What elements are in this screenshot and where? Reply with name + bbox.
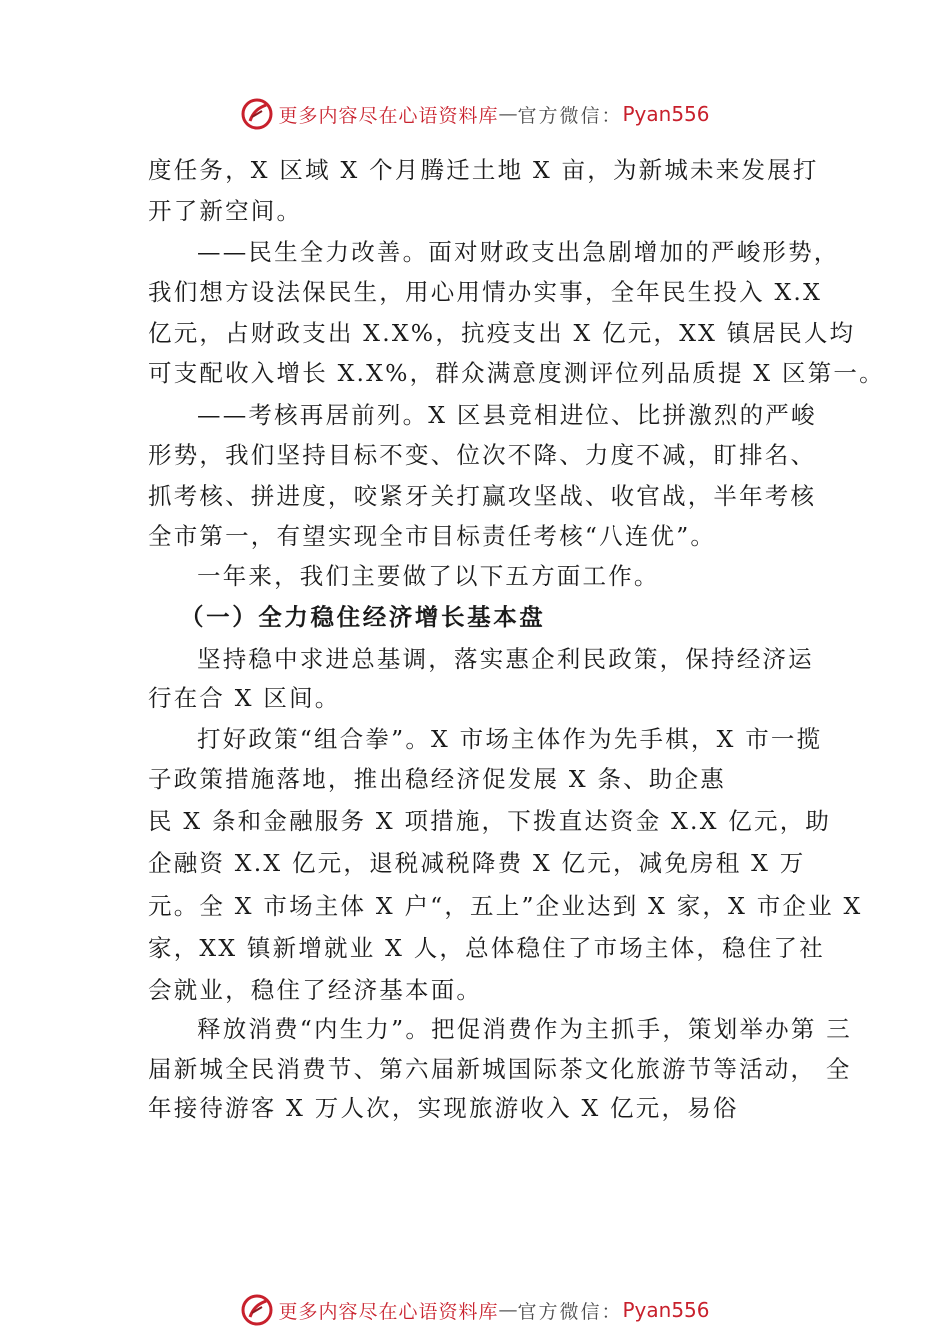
watermark-dash: — (498, 103, 518, 125)
section-heading: （一）全力稳住经济增长基本盘 (180, 603, 546, 631)
watermark-dash: — (498, 1299, 518, 1321)
watermark-wechat-label: 官方微信： (517, 1300, 623, 1323)
text-line: 释放消费“内生力”。把促消费作为主抓手，策划举办第 三 (197, 1015, 852, 1043)
logo-icon (240, 97, 274, 131)
logo-icon (240, 1293, 274, 1327)
text-line: 家，XX 镇新增就业 X 人，总体稳住了市场主体，稳住了社 (148, 934, 825, 962)
text-line: 企融资 X.X 亿元，退税减税降费 X 亿元，减免房租 X 万 (148, 849, 806, 877)
watermark-wechat-label: 官方微信： (517, 104, 623, 127)
text-line: 子政策措施落地，推出稳经济促发展 X 条、助企惠 (148, 765, 726, 793)
text-line: 届新城全民消费节、第六届新城国际茶文化旅游节等活动， 全 (148, 1055, 852, 1083)
text-line: 坚持稳中求进总基调，落实惠企利民政策，保持经济运 (197, 645, 814, 673)
text-line: 可支配收入增长 X.X%，群众满意度测评位列品质提 X 区第一。 (148, 359, 885, 387)
text-line: 度任务，X 区域 X 个月腾迁土地 X 亩，为新城未来发展打 (148, 156, 819, 184)
text-line: 民 X 条和金融服务 X 项措施，下拨直达资金 X.X 亿元，助 (148, 807, 832, 835)
text-line: 行在合 X 区间。 (148, 684, 341, 712)
watermark-site-text: 更多内容尽在心语资料库 (278, 1300, 499, 1323)
watermark-site-text: 更多内容尽在心语资料库 (278, 104, 499, 127)
watermark-wechat-id: Pyan556 (622, 1298, 710, 1322)
text-line: 形势，我们坚持目标不变、位次不降、力度不减，盯排名、 (148, 441, 817, 469)
text-line: 会就业，稳住了经济基本面。 (148, 976, 483, 1004)
text-line: ——民生全力改善。面对财政支出急剧增加的严峻形势， (197, 238, 840, 266)
footer-watermark (0, 1290, 950, 1330)
text-line: 亿元，占财政支出 X.X%，抗疫支出 X 亿元，XX 镇居民人均 (148, 319, 856, 347)
text-line: ——考核再居前列。X 区县竞相进位、比拼激烈的严峻 (197, 401, 817, 429)
text-line: 年接待游客 X 万人次，实现旅游收入 X 亿元，易俗 (148, 1094, 739, 1122)
text-line: 我们想方设法保民生，用心用情办实事，全年民生投入 X.X (148, 278, 822, 306)
text-line: 一年来，我们主要做了以下五方面工作。 (197, 562, 660, 590)
text-line: 元。全 X 市场主体 X 户“，五上”企业达到 X 家，X 市企业 X (148, 892, 863, 920)
watermark-wechat-id: Pyan556 (622, 102, 710, 126)
header-watermark (0, 94, 950, 134)
text-line: 开了新空间。 (148, 197, 303, 225)
text-line: 抓考核、拼进度，咬紧牙关打赢攻坚战、收官战，半年考核 (148, 482, 817, 510)
text-line: 打好政策“组合拳”。X 市场主体作为先手棋，X 市一揽 (197, 725, 823, 753)
text-line: 全市第一，有望实现全市目标责任考核“八连优”。 (148, 522, 717, 550)
